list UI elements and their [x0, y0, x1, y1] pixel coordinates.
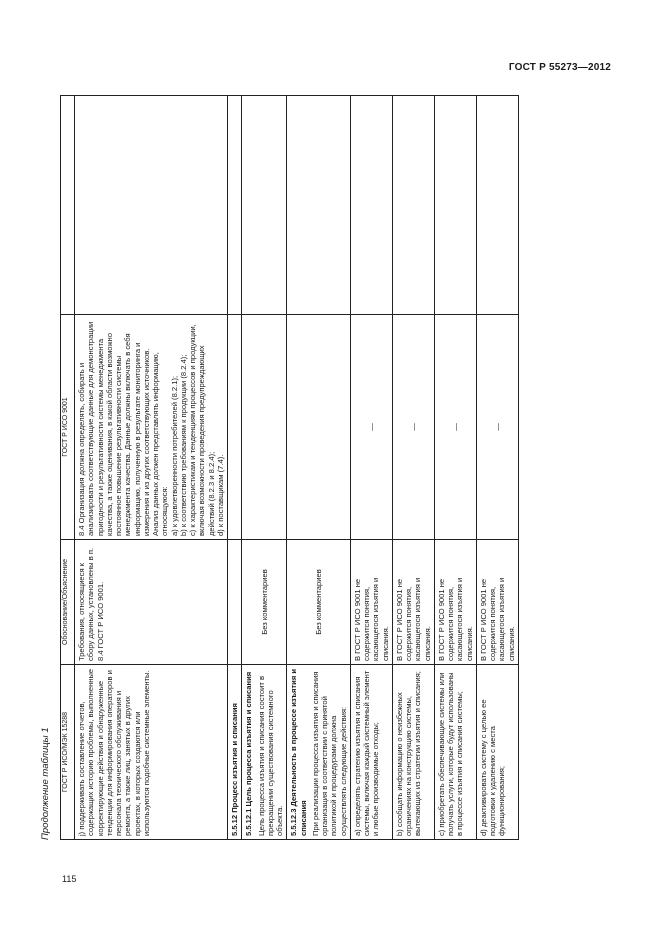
rotated-page-content — [40, 90, 560, 840]
cell-15288: j) поддерживать составление отчетов, содержащих историю проблемы, выполненные корректирующие действия и обнаруженные тенденции для информирования операторов и персонала технического обслуживания и ремонта, а также лиц, занятых в других проектах, в которых создаются или используются подобные системные элементы. — [75, 665, 228, 840]
clause-item-a: a) к удовлетворенности потребителей (8.2.1); — [169, 375, 179, 536]
table-caption: Продолжение таблицы 1 — [40, 727, 51, 840]
cell-explanation: В ГОСТ Р ИСО 9001 не содержится понятия, касающегося изъятия и списания. — [392, 540, 434, 665]
column-header-explanation: Обоснование/Объяснение — [61, 540, 75, 665]
column-header-9001: ГОСТ Р ИСО 9001 — [61, 315, 75, 540]
cell-9001-dash: — — [476, 315, 518, 540]
cell-explanation: В ГОСТ Р ИСО 9001 не содержится понятия, касающегося изъятия и списания. — [350, 540, 392, 665]
cell-15288 — [242, 665, 287, 840]
cell-9001-dash: — — [392, 315, 434, 540]
subsection-text: Цель процесса изъятия и списания состоит в прекращении существования системного объекта. — [256, 676, 284, 836]
cell-9001 — [75, 315, 228, 540]
cell-empty — [75, 96, 228, 315]
clause-item-b: b) к соответствию требованиям к продукции (8.2.4); — [178, 354, 188, 536]
table-row — [476, 96, 518, 840]
cell-explanation: Требования, относящиеся к сбору данных, установлены в п. 8.4 ГОСТ Р ИСО 9001. — [75, 540, 228, 665]
table-row — [242, 96, 287, 840]
clause-8-4: 8.4 Организация должна определять, собирать и анализировать соответствующие данные для демонстрации пригодности и результативности системы менеджмента качества, а также оценивания, в какой области возможно постоянное повышение результативности системы менеджмента качества. Данные должны включать в себя информацию, полученную в результате мониторинга и измерения и из других соответствующих источников. — [77, 321, 151, 536]
section-title: 5.5.12 Процесс изъятия и списания — [228, 665, 242, 840]
document-id: ГОСТ Р 55273—2012 — [508, 62, 611, 73]
section-row — [228, 96, 242, 840]
table-row — [434, 96, 476, 840]
cell-15288: a) определять стратегию изъятия и списания системы, включая каждый системный элемент и любые производимые отходы; — [350, 665, 392, 840]
cell-explanation: Без комментариев — [287, 540, 351, 665]
subsection-title: 5.5.12.1 Цель процесса изъятия и списания — [244, 671, 254, 836]
cell-9001-dash: — — [434, 315, 476, 540]
table-row — [392, 96, 434, 840]
cell-15288 — [287, 665, 351, 840]
column-header-15288: ГОСТ Р ИСО/МЭК 15288 — [61, 665, 75, 840]
table-row — [75, 96, 228, 840]
subsection-title: 5.5.12.3 Деятельность в процессе изъятия и списания — [289, 668, 308, 836]
clause-lead: Анализ данных должен представлять информацию, относящуюся: — [151, 352, 170, 536]
table-row — [287, 96, 351, 840]
cell-15288: d) деактивировать систему с целью ее подготовки к удалению с места функционирования; — [476, 665, 518, 840]
table-header-row — [61, 96, 75, 840]
cell-explanation: В ГОСТ Р ИСО 9001 не содержится понятия, касающегося изъятия и списания. — [476, 540, 518, 665]
cell-explanation: Без комментариев — [242, 540, 287, 665]
cell-15288: c) приобретать обеспечивающие системы или получать услуги, которые будут использованы в процессе изъятия и списания системы; — [434, 665, 476, 840]
clause-item-c: c) к характеристикам и тенденциям процессов и продукции, включая возможности проведения предупреждающих действий (8.2.3 и 8.2.4); — [188, 324, 216, 536]
column-header-empty — [61, 96, 75, 315]
cell-9001-dash: — — [350, 315, 392, 540]
table-row — [350, 96, 392, 840]
cell-explanation: В ГОСТ Р ИСО 9001 не содержится понятия, касающегося изъятия и списания. — [434, 540, 476, 665]
cell-15288: b) сообщать информацию о неизбежных ограничениях на конструкцию системы, вытекающих из стратегии изъятия и списания; — [392, 665, 434, 840]
subsection-text: При реализации процесса изъятия и списания организация в соответствии с принятой политикой и процедурами должна осуществлять следующие действия: — [310, 671, 348, 836]
comparison-table — [60, 95, 519, 840]
clause-item-d: d) к поставщикам (7.4). — [215, 454, 225, 536]
page-number: 115 — [62, 874, 77, 884]
